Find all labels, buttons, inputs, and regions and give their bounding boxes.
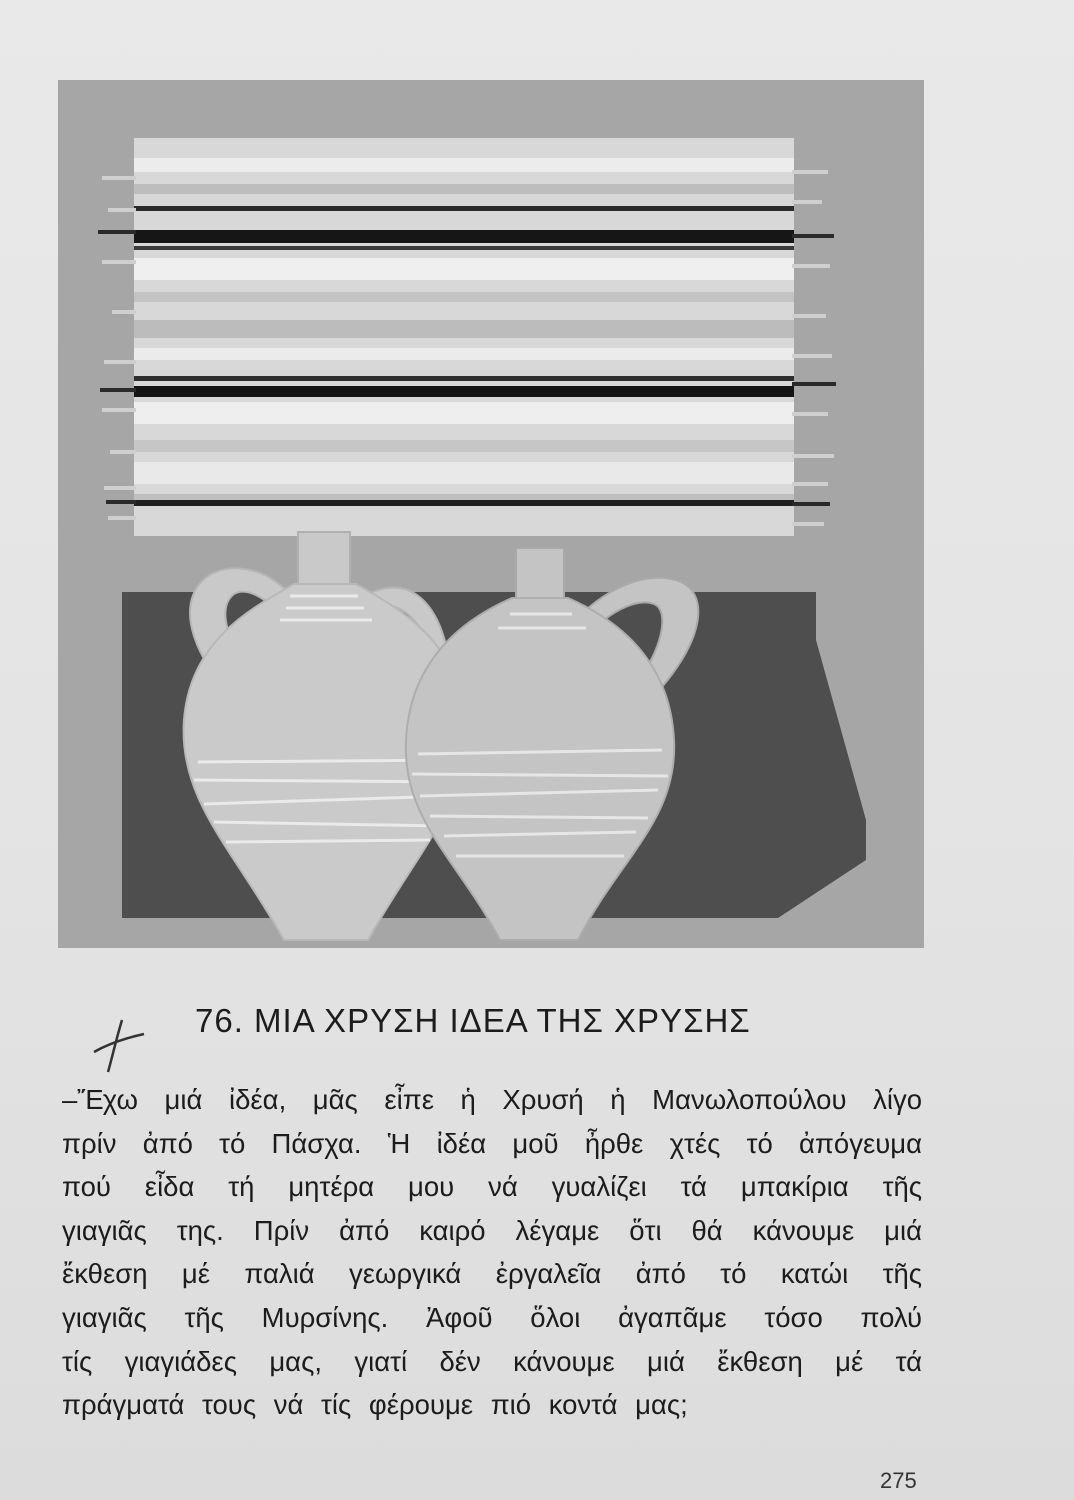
paragraph-line: πρίν ἀπό τό Πάσχα. Ἡ ἰδέα μοῦ ἦρθε χτές τό ἀπόγευμα (62, 1127, 922, 1159)
paragraph-line: πού εἶδα τή μητέρα μου νά γυαλίζει τά μπακίρια τῆς (62, 1171, 922, 1203)
paragraph-line: γιαγιᾶς τῆς Μυρσίνης. Ἀφοῦ ὅλοι ἀγαπᾶμε τόσο πολύ (62, 1301, 922, 1333)
illustration-svg (58, 80, 924, 948)
paragraph-line: ἔκθεση μέ παλιά γεωργικά ἐργαλεῖα ἀπό τό κατώι τῆς (62, 1258, 922, 1290)
page-number: 275 (880, 1468, 917, 1493)
paragraph-line: –Ἔχω μιά ἰδέα, μᾶς εἶπε ἡ Χρυσή ἡ Μανωλοπούλου λίγο (62, 1084, 922, 1115)
pencil-mark-icon (78, 1010, 158, 1080)
woven-rug-and-jugs-illustration (58, 80, 924, 948)
paragraph-line: γιαγιᾶς της. Πρίν ἀπό καιρό λέγαμε ὅτι θά κάνουμε μιά (62, 1214, 922, 1246)
woven-rug (98, 138, 836, 536)
paragraph-line: πράγματά τους νά τίς φέρουμε πιό κοντά μας; (62, 1389, 688, 1421)
chapter-heading: 76. ΜΙΑ ΧΡΥΣΗ ΙΔΕΑ ΤΗΣ ΧΡΥΣΗΣ (195, 1002, 751, 1039)
story-paragraph (62, 1078, 922, 1427)
paragraph-line: τίς γιαγιάδες μας, γιατί δέν κάνουμε μιά ἔκθεση μέ τά (62, 1345, 922, 1377)
